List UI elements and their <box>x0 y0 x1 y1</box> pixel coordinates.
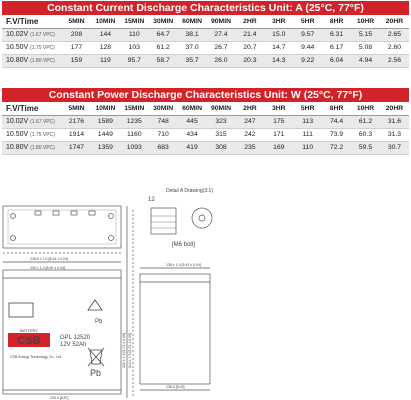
table-cell: 30.7 <box>380 141 409 154</box>
column-header: 10MIN <box>91 102 120 115</box>
table-cell: 60.3 <box>351 128 380 141</box>
voltage-cell <box>2 54 62 67</box>
recycle-icon <box>88 300 102 310</box>
top-view-inner <box>8 210 116 244</box>
table-cell: 175 <box>264 115 293 128</box>
table-cell: 37.0 <box>178 41 207 54</box>
table-row <box>2 128 409 141</box>
table-cell: 20.3 <box>235 54 264 67</box>
table-cell: 4.94 <box>351 54 380 67</box>
table-cell: 323 <box>207 115 236 128</box>
table-cell: 5.08 <box>351 41 380 54</box>
dim-side-top: 138 ± 1.0 [5.43 ± 0.04] <box>166 263 201 267</box>
dim-side-bottom: 138.4 [5.45] <box>166 385 185 389</box>
voltage-cell <box>2 115 62 128</box>
warning-symbols-icon <box>9 303 33 317</box>
voltage-value: 10.50V <box>6 131 29 138</box>
table-row <box>2 28 409 41</box>
model-text: GPL 12520 <box>60 335 91 341</box>
vent-cap-icon <box>89 211 95 215</box>
column-header: 2HR <box>235 102 264 115</box>
table-cell: 1359 <box>91 141 120 154</box>
table-cell: 9.57 <box>293 28 322 41</box>
column-header: 90MIN <box>207 15 236 28</box>
vent-cap-icon <box>35 211 41 215</box>
column-header: 5HR <box>293 102 322 115</box>
terminal-icon <box>109 236 114 241</box>
table-cell: 683 <box>149 141 178 154</box>
vpc-value: (1.80 VPC) <box>30 58 55 64</box>
fv-header: F.V/Time <box>2 102 62 115</box>
column-header: 3HR <box>264 102 293 115</box>
table-cell: 103 <box>120 41 149 54</box>
table-cell: 27.4 <box>207 28 236 41</box>
column-header: 60MIN <box>178 15 207 28</box>
dim-bottom-width: 225.4 [8.87] <box>50 396 69 400</box>
column-header: 5MIN <box>62 15 91 28</box>
fv-header: F.V/Time <box>2 15 62 28</box>
table-cell: 1914 <box>62 128 91 141</box>
terminal-icon <box>11 236 16 241</box>
company-text: CSB Energy Technology Co., Ltd. <box>10 355 63 359</box>
table-cell: 315 <box>207 128 236 141</box>
power-table-grid <box>2 102 409 155</box>
current-table-title: Constant Current Discharge Characteristics Unit: A (25°C, 77°F) <box>2 1 409 15</box>
pb-symbol-large: Pb <box>90 368 102 378</box>
table-cell: 242 <box>235 128 264 141</box>
table-cell: 26.0 <box>207 54 236 67</box>
dim-front-width: 226 ± 1.0 [8.90 ± 0.04] <box>30 266 65 270</box>
table-cell: 14.7 <box>264 41 293 54</box>
table-cell: 171 <box>264 128 293 141</box>
table-cell: 308 <box>207 141 236 154</box>
bolt-label: [M6 bolt] <box>172 242 196 248</box>
table-cell: 748 <box>149 115 178 128</box>
column-header: 10HR <box>351 102 380 115</box>
rating-text: 12V 52Ah <box>60 342 87 348</box>
table-cell: 445 <box>178 115 207 128</box>
voltage-cell <box>2 28 62 41</box>
detail-bolt-body <box>151 208 176 234</box>
column-header: 8HR <box>322 102 351 115</box>
table-cell: 144 <box>91 28 120 41</box>
table-cell: 31.3 <box>380 128 409 141</box>
table-cell: 74.4 <box>322 115 351 128</box>
table-cell: 111 <box>293 128 322 141</box>
table-cell: 64.7 <box>149 28 178 41</box>
power-header-row <box>2 102 409 115</box>
column-header: 2HR <box>235 15 264 28</box>
voltage-value: 10.02V <box>6 31 29 38</box>
column-header: 90MIN <box>207 102 236 115</box>
table-cell: 113 <box>293 115 322 128</box>
table-cell: 59.5 <box>351 141 380 154</box>
dim-top-width: 228.6 ± 1.0 [8.94 ± 0.04] <box>30 257 68 261</box>
pb-symbol-small: Pb <box>95 319 103 325</box>
table-cell: 6.31 <box>322 28 351 41</box>
table-row <box>2 41 409 54</box>
table-cell: 2176 <box>62 115 91 128</box>
table-cell: 169 <box>264 141 293 154</box>
table-cell: 1747 <box>62 141 91 154</box>
table-cell: 2.60 <box>380 41 409 54</box>
table-cell: 6.17 <box>322 41 351 54</box>
vent-cap-icon <box>71 211 77 215</box>
column-header: 3HR <box>264 15 293 28</box>
table-cell: 95.7 <box>120 54 149 67</box>
voltage-cell <box>2 128 62 141</box>
table-cell: 128 <box>91 41 120 54</box>
table-cell: 61.2 <box>351 115 380 128</box>
table-cell: 61.2 <box>149 41 178 54</box>
current-table-grid <box>2 15 409 68</box>
current-discharge-table <box>2 1 409 68</box>
vpc-value: (1.75 VPC) <box>30 132 55 138</box>
column-header: 8HR <box>322 15 351 28</box>
column-header: 20HR <box>380 15 409 28</box>
vpc-value: (1.67 VPC) <box>30 119 55 125</box>
column-header: 10HR <box>351 15 380 28</box>
detail-title: Detail A Drawing(3:1) <box>166 188 213 194</box>
table-cell: 20.7 <box>235 41 264 54</box>
voltage-value: 10.80V <box>6 144 29 151</box>
current-header-row <box>2 15 409 28</box>
power-discharge-table <box>2 88 409 155</box>
column-header: 5MIN <box>62 102 91 115</box>
terminal-icon <box>11 214 16 219</box>
table-cell: 710 <box>149 128 178 141</box>
voltage-value: 10.50V <box>6 44 29 51</box>
table-cell: 58.7 <box>149 54 178 67</box>
battery-drawing-svg <box>0 178 411 400</box>
table-cell: 110 <box>293 141 322 154</box>
voltage-value: 10.80V <box>6 57 29 64</box>
table-cell: 119 <box>91 54 120 67</box>
table-cell: 14.3 <box>264 54 293 67</box>
table-cell: 5.15 <box>351 28 380 41</box>
column-header: 10MIN <box>91 15 120 28</box>
battery-word-text: BATTERY <box>19 328 39 333</box>
csb-logo <box>8 328 50 347</box>
column-header: 15MIN <box>120 102 149 115</box>
voltage-value: 10.02V <box>6 118 29 125</box>
table-cell: 434 <box>178 128 207 141</box>
vent-cap-icon <box>53 211 59 215</box>
vpc-value: (1.75 VPC) <box>30 45 55 51</box>
column-header: 60MIN <box>178 102 207 115</box>
table-cell: 247 <box>235 115 264 128</box>
column-header: 5HR <box>293 15 322 28</box>
table-cell: 72.2 <box>322 141 351 154</box>
table-cell: 26.7 <box>207 41 236 54</box>
table-cell: 235 <box>235 141 264 154</box>
side-view-outline <box>140 274 210 384</box>
column-header: 15MIN <box>120 15 149 28</box>
power-table-title: Constant Power Discharge Characteristics Unit: W (25°C, 77°F) <box>2 88 409 102</box>
dim-total-height: 222 ± 1.5 [8.74 ± 0.06] <box>122 333 126 368</box>
table-cell: 21.4 <box>235 28 264 41</box>
table-cell: 6.04 <box>322 54 351 67</box>
terminal-icon <box>109 214 114 219</box>
table-cell: 31.6 <box>380 115 409 128</box>
voltage-cell <box>2 141 62 154</box>
table-cell: 110 <box>120 28 149 41</box>
table-cell: 1160 <box>120 128 149 141</box>
table-cell: 159 <box>62 54 91 67</box>
table-cell: 2.56 <box>380 54 409 67</box>
column-header: 30MIN <box>149 15 178 28</box>
vpc-value: (1.67 VPC) <box>30 32 55 38</box>
table-cell: 208 <box>62 28 91 41</box>
dim-body-height: 214 ± 1.5 [8.43 ± 0.06] <box>128 333 132 368</box>
table-row <box>2 141 409 154</box>
top-view-outline <box>3 206 121 248</box>
table-cell: 15.0 <box>264 28 293 41</box>
column-header: 20HR <box>380 102 409 115</box>
table-cell: 2.65 <box>380 28 409 41</box>
table-cell: 1449 <box>91 128 120 141</box>
detail-bolt-hole-icon <box>199 215 205 221</box>
table-cell: 1093 <box>120 141 149 154</box>
table-cell: 9.22 <box>293 54 322 67</box>
table-cell: 177 <box>62 41 91 54</box>
detail-bolt-head-icon <box>192 208 212 228</box>
table-cell: 1235 <box>120 115 149 128</box>
brand-text: CSB <box>17 335 41 347</box>
table-cell: 73.9 <box>322 128 351 141</box>
column-header: 30MIN <box>149 102 178 115</box>
table-cell: 9.44 <box>293 41 322 54</box>
detail-mark: 12 <box>148 197 155 203</box>
table-row <box>2 115 409 128</box>
table-cell: 1589 <box>91 115 120 128</box>
table-cell: 38.1 <box>178 28 207 41</box>
dimension-drawing <box>0 178 411 400</box>
table-row <box>2 54 409 67</box>
table-cell: 35.7 <box>178 54 207 67</box>
table-cell: 419 <box>178 141 207 154</box>
voltage-cell <box>2 41 62 54</box>
vpc-value: (1.80 VPC) <box>30 145 55 151</box>
